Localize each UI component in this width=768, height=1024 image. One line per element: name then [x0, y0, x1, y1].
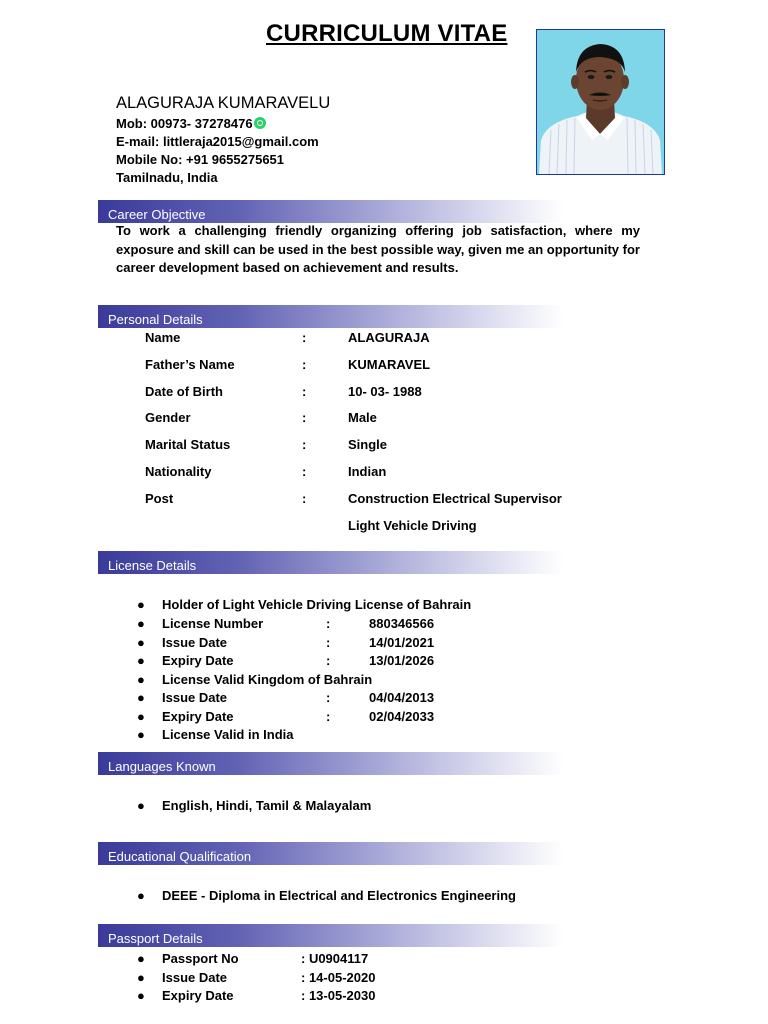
- license-colon: :: [326, 653, 331, 668]
- bullet-icon: ●: [137, 690, 145, 705]
- license-label: License Number: [162, 616, 264, 631]
- document-title: CURRICULUM VITAE: [266, 20, 508, 47]
- section-header-languages: [98, 752, 563, 775]
- detail-label: Nationality: [145, 464, 212, 479]
- detail-label: Name: [145, 330, 181, 345]
- license-value: 02/04/2033: [369, 709, 435, 724]
- license-label: Expiry Date: [162, 709, 234, 724]
- section-header-personal-details: [98, 305, 563, 328]
- bullet-icon: ●: [137, 709, 145, 724]
- passport-label: Issue Date: [162, 970, 228, 985]
- license-label: Issue Date: [162, 690, 228, 705]
- detail-colon: :: [302, 491, 307, 506]
- bullet-icon: ●: [137, 988, 145, 1003]
- whatsapp-icon: [254, 117, 266, 129]
- passport-value: : 13-05-2030: [301, 988, 376, 1003]
- detail-value: 10- 03- 1988: [348, 384, 422, 399]
- section-header-career-objective: [98, 200, 563, 223]
- detail-colon: :: [302, 357, 307, 372]
- section-title: Career Objective: [108, 207, 206, 222]
- location-text: Tamilnadu, India: [116, 170, 218, 185]
- bullet-icon: ●: [137, 951, 145, 966]
- email-text: E-mail: littleraja2015@gmail.com: [116, 134, 319, 149]
- detail-value: Light Vehicle Driving: [348, 518, 477, 533]
- license-colon: :: [326, 616, 331, 631]
- license-value: 13/01/2026: [369, 653, 435, 668]
- mobile-india: Mobile No: +91 9655275651: [116, 152, 285, 167]
- license-value: 04/04/2013: [369, 690, 435, 705]
- passport-value: : 14-05-2020: [301, 970, 376, 985]
- bullet-icon: ●: [137, 727, 145, 742]
- candidate-name: ALAGURAJA KUMARAVELU: [116, 94, 331, 112]
- license-label: License Valid in India: [162, 727, 294, 742]
- detail-value: Male: [348, 410, 377, 425]
- mobile-bahrain-text: Mob: 00973- 37278476: [116, 116, 253, 131]
- license-label: Issue Date: [162, 635, 228, 650]
- detail-colon: :: [302, 330, 307, 345]
- bullet-icon: ●: [137, 798, 145, 813]
- passport-label: Expiry Date: [162, 988, 234, 1003]
- passport-label: Passport No: [162, 951, 239, 966]
- section-title: Personal Details: [108, 312, 203, 327]
- contact-block: [116, 115, 319, 187]
- detail-value: Single: [348, 437, 388, 452]
- detail-value: ALAGURAJA: [348, 330, 430, 345]
- detail-colon: :: [302, 384, 307, 399]
- section-title: Educational Qualification: [108, 849, 252, 864]
- detail-label: Father’s Name: [145, 357, 235, 372]
- license-colon: :: [326, 690, 331, 705]
- education-text: DEEE - Diploma in Electrical and Electronics Engineering: [162, 888, 516, 903]
- passport-value: : U0904117: [301, 951, 369, 966]
- bullet-icon: ●: [137, 888, 145, 903]
- detail-value: KUMARAVEL: [348, 357, 431, 372]
- detail-colon: :: [302, 464, 307, 479]
- detail-value: Construction Electrical Supervisor: [348, 491, 562, 506]
- license-label: Expiry Date: [162, 653, 234, 668]
- bullet-icon: ●: [137, 653, 145, 668]
- detail-colon: :: [302, 437, 307, 452]
- detail-label: Gender: [145, 410, 191, 425]
- license-value: 880346566: [369, 616, 435, 631]
- bullet-icon: ●: [137, 597, 145, 612]
- license-label: Holder of Light Vehicle Driving License of Bahrain: [162, 597, 472, 612]
- section-title: License Details: [108, 558, 197, 573]
- detail-label: Date of Birth: [145, 384, 223, 399]
- section-title: Languages Known: [108, 759, 216, 774]
- section-title: Passport Details: [108, 931, 203, 946]
- bullet-icon: ●: [137, 616, 145, 631]
- bullet-icon: ●: [137, 672, 145, 687]
- detail-label: Marital Status: [145, 437, 231, 452]
- detail-colon: :: [302, 410, 307, 425]
- portrait-illustration: [537, 30, 664, 174]
- profile-photo: [536, 29, 665, 175]
- mobile-bahrain: [116, 115, 319, 133]
- section-header-license-details: [98, 551, 563, 574]
- career-objective-text: To work a challenging friendly organizing offering job satisfaction, where my exposure and skill can be used in the best possible way, given me an opportunity for career development based on achievement and results.: [116, 223, 640, 275]
- detail-label: Post: [145, 491, 174, 506]
- license-value: 14/01/2021: [369, 635, 435, 650]
- bullet-icon: ●: [137, 970, 145, 985]
- language-text: English, Hindi, Tamil & Malayalam: [162, 798, 372, 813]
- license-colon: :: [326, 709, 331, 724]
- section-header-passport: [98, 924, 563, 947]
- license-colon: :: [326, 635, 331, 650]
- detail-value: Indian: [348, 464, 387, 479]
- bullet-icon: ●: [137, 635, 145, 650]
- section-header-education: [98, 842, 563, 865]
- license-label: License Valid Kingdom of Bahrain: [162, 672, 373, 687]
